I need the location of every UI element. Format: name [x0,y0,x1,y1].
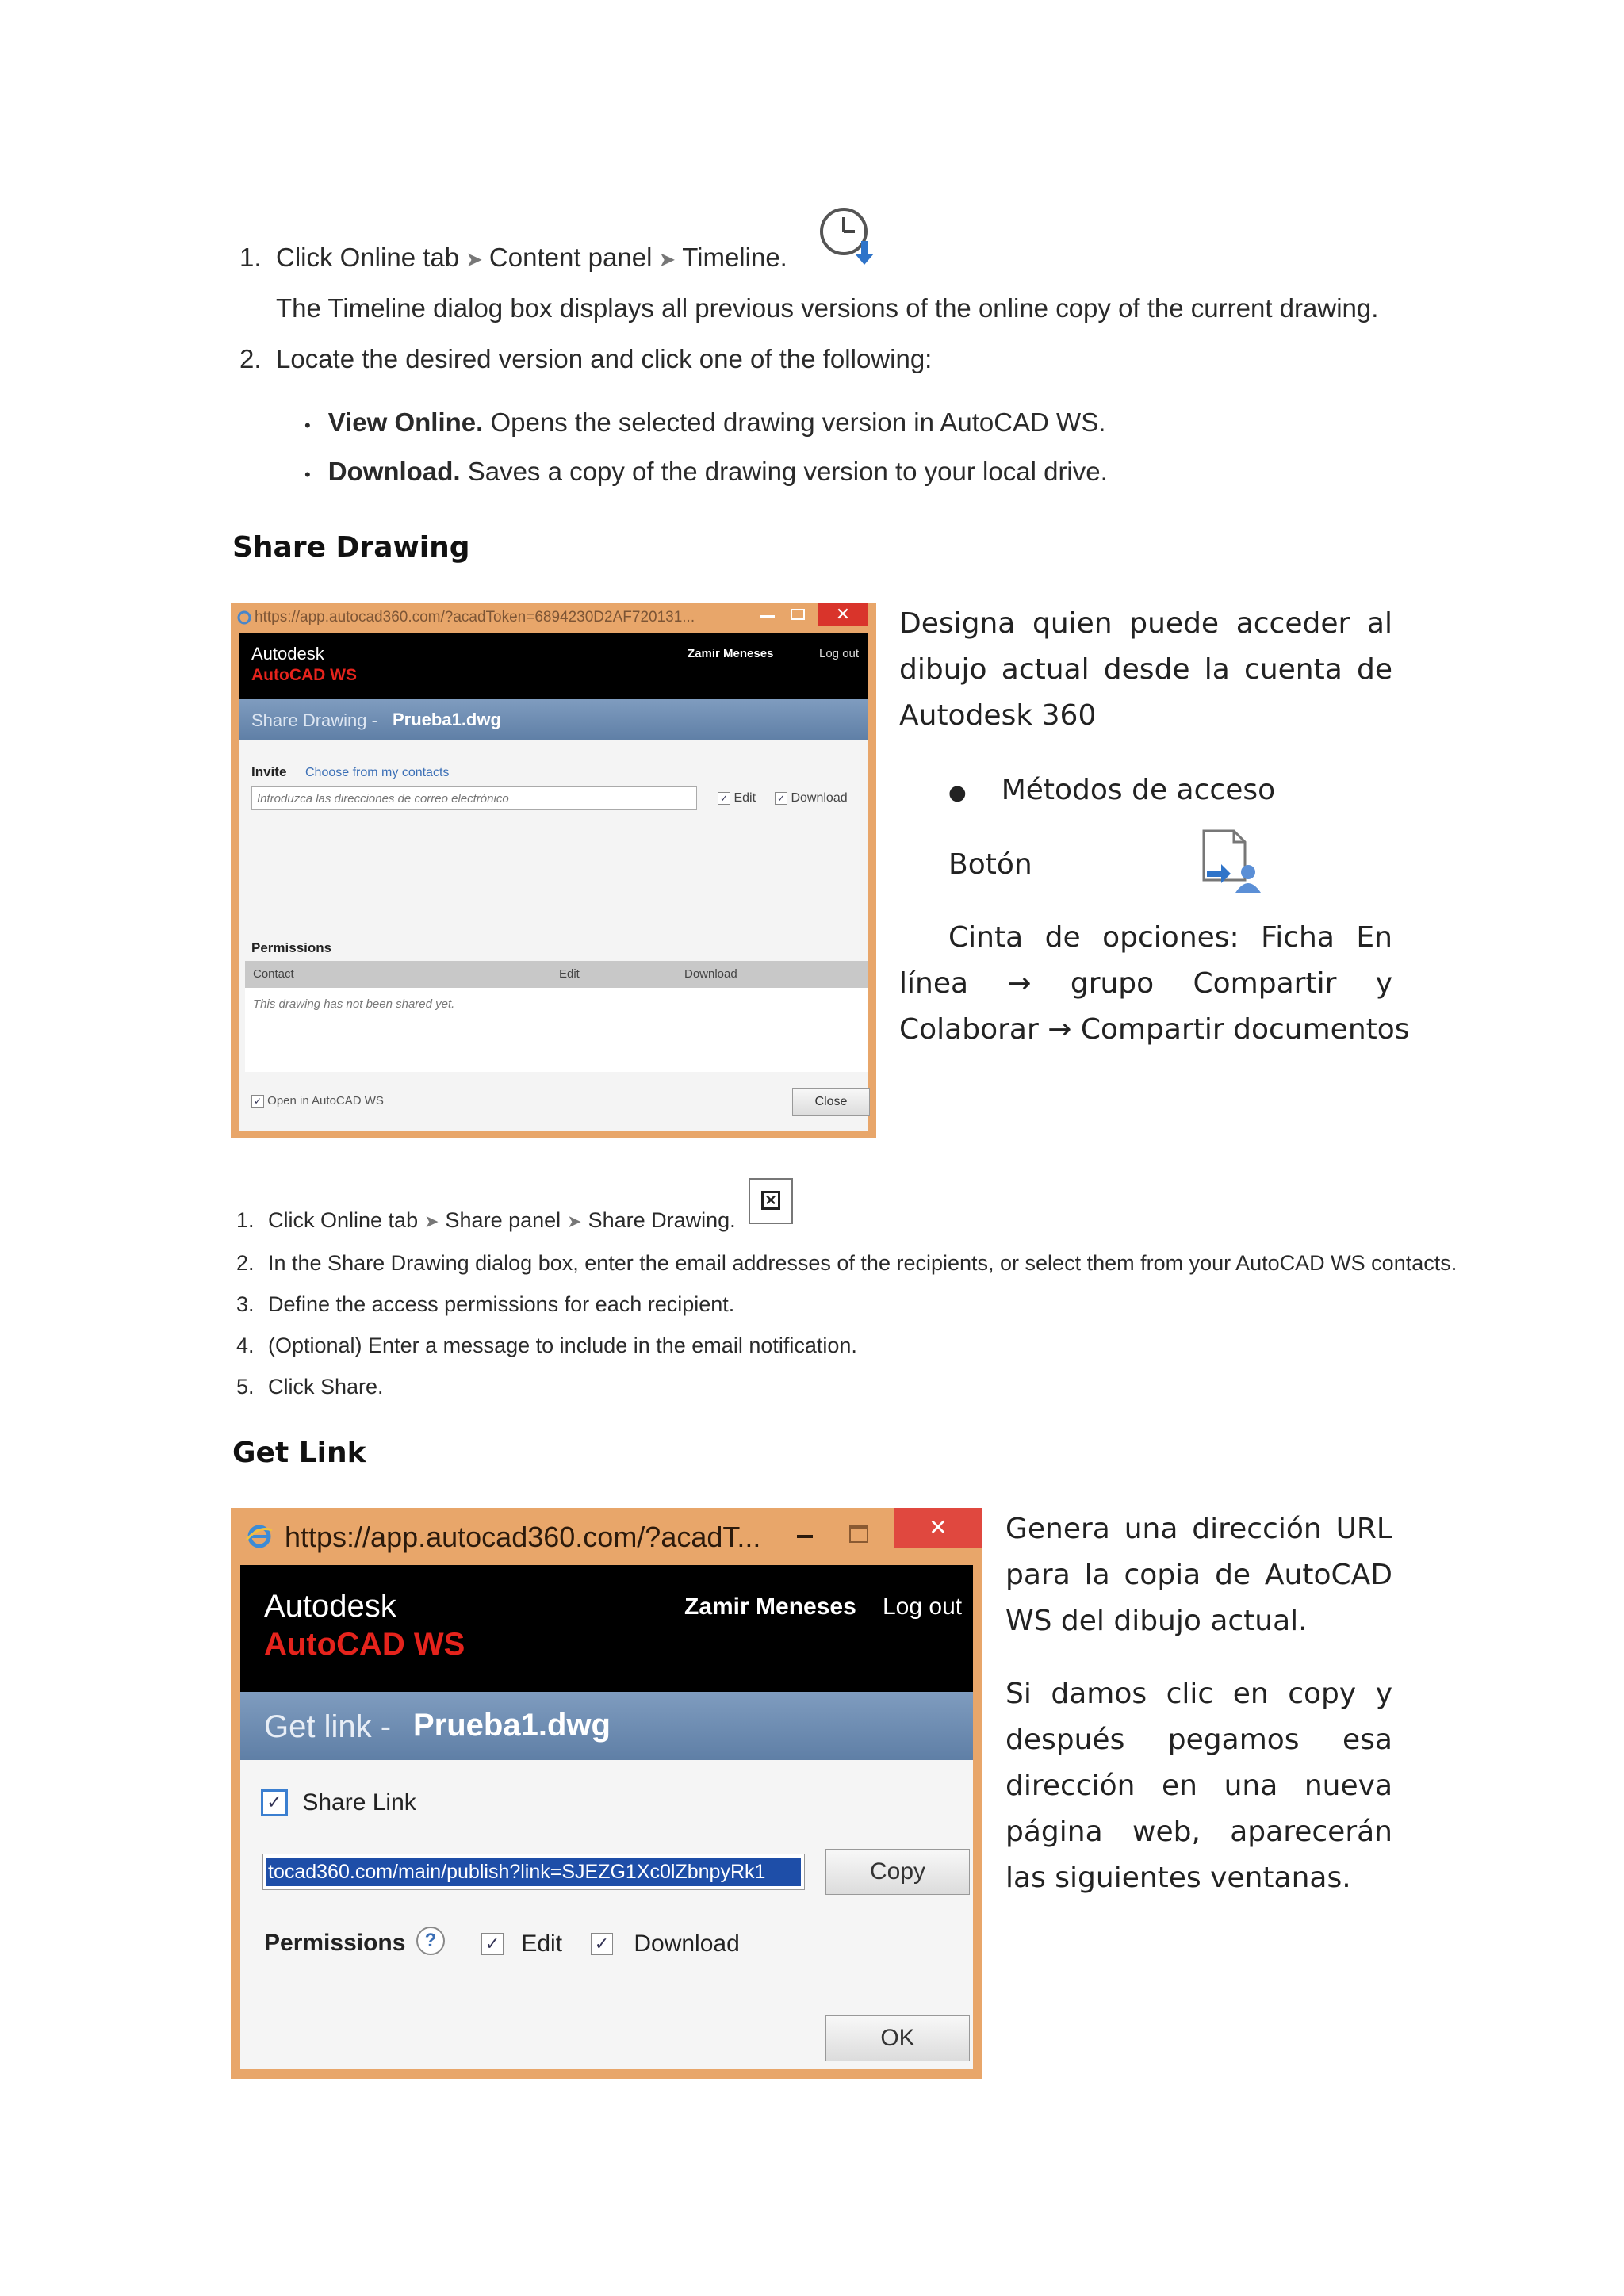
download-option[interactable] [775,791,848,806]
link-field[interactable] [262,1854,805,1890]
step-part: Click Online tab [276,243,460,272]
step-part: Timeline. [682,243,787,272]
checkbox-icon[interactable]: ✓ [481,1933,504,1955]
window-titlebar [231,603,876,633]
link-value[interactable]: tocad360.com/main/publish?link=SJEZG1Xc0lZbnpyRk1 [266,1858,801,1886]
step-number: 2. [239,344,262,373]
invite-label: Invite [251,764,287,779]
share-link-checkbox[interactable]: ✓ [261,1789,288,1816]
app-header [239,633,868,699]
checkbox-icon[interactable]: ✓ [251,1095,264,1108]
share-step-3 [236,1292,734,1317]
step-text: In the Share Drawing dialog box, enter the email addresses of the recipients, or select them from your AutoCAD WS contacts. [268,1251,1457,1275]
heading-share-drawing: Share Drawing [232,531,470,564]
permissions-heading: Permissions [251,940,332,955]
bullet-bold: Download. [327,457,461,486]
logout-link[interactable]: Log out [819,647,860,660]
timeline-note: The Timeline dialog box displays all previous versions of the online copy of the current drawing. [276,293,1379,323]
user-name: Zamir Meneses [688,647,774,660]
download-label: Download [791,791,848,805]
dialog-title-file: Prueba1.dwg [413,1708,611,1743]
checkbox-icon[interactable]: ✓ [591,1933,613,1955]
window-content [239,633,868,1131]
step-number: 1. [236,1208,255,1232]
permissions-table-body [245,988,868,1072]
open-in-option[interactable] [251,1094,384,1108]
bullet-icon: ● [948,781,967,805]
get-link-window [231,1508,982,2079]
edit-option[interactable] [481,1930,562,1957]
close-button[interactable]: Close [792,1088,870,1116]
share-link-option[interactable] [261,1789,416,1816]
edit-option[interactable] [718,791,756,806]
step-text: (Optional) Enter a message to include in the email notification. [268,1334,857,1357]
user-name: Zamir Meneses [684,1594,856,1620]
download-label: Download [634,1931,740,1957]
dialog-title-prefix: Get link - [264,1709,392,1744]
edit-label: Edit [521,1931,563,1957]
share-step-4 [236,1334,857,1358]
checkbox-icon[interactable]: ✓ [718,792,730,805]
step-1-timeline [239,243,787,273]
choose-contacts-link[interactable]: Choose from my contacts [305,766,450,779]
close-window-button[interactable]: ✕ [818,603,868,626]
ok-button[interactable]: OK [825,2015,970,2061]
cinta-line-1: Cinta de opciones: Ficha En [948,921,1392,954]
arrow-icon: ➤ [567,1211,582,1231]
bullet-bold: View Online. [327,408,484,437]
bullet-text: Opens the selected drawing version in AutoCAD WS. [483,408,1106,437]
step-2-locate [239,344,932,374]
access-methods-text: Métodos de acceso [1001,774,1276,806]
share-drawing-window [231,603,876,1138]
brand-autocad-ws: AutoCAD WS [251,666,357,684]
bullet-icon: • [304,465,311,484]
arrow-icon: ➤ [465,247,483,271]
share-step-2 [236,1251,1457,1276]
share-link-label: Share Link [302,1789,416,1816]
share-drawing-icon [749,1178,793,1224]
link-description-1: Genera una dirección URL para la copia de AutoCAD WS del dibujo actual. [1005,1513,1392,1637]
help-icon[interactable]: ? [416,1927,445,1955]
permissions-label: Permissions [264,1930,406,1956]
download-option[interactable] [591,1930,740,1957]
brand-autocad-ws: AutoCAD WS [264,1627,465,1662]
copy-button[interactable]: Copy [825,1849,970,1895]
bullet-download [304,457,1108,487]
arrow-icon: ➤ [658,247,676,271]
brand-autodesk: Autodesk [264,1589,396,1624]
dialog-titlebar [239,699,868,740]
step-number: 3. [236,1292,255,1316]
maximize-icon[interactable] [791,609,805,620]
step-text: Click Share. [268,1375,384,1399]
col-edit: Edit [559,967,580,981]
email-input[interactable] [251,786,697,810]
share-step-1 [236,1208,736,1233]
bullet-text: Saves a copy of the drawing version to your local drive. [460,457,1108,486]
minimize-icon[interactable] [760,615,775,618]
step-number: 1. [239,243,262,272]
brand-autodesk: Autodesk [251,644,324,664]
minimize-icon[interactable] [797,1535,813,1538]
window-url: https://app.autocad360.com/?acadT... [285,1521,761,1553]
window-url: https://app.autocad360.com/?acadToken=6894230D2AF720131... [255,609,695,626]
window-content [240,1565,973,2069]
close-window-button[interactable]: ✕ [894,1508,982,1548]
app-header [240,1565,973,1692]
step-part: Click Online tab [268,1208,419,1232]
share-step-5 [236,1375,384,1399]
col-download: Download [684,967,737,981]
bullet-icon: • [304,415,311,435]
logout-link[interactable]: Log out [883,1594,963,1620]
bullet-view-online [304,408,1105,438]
checkbox-icon[interactable]: ✓ [775,792,787,805]
step-number: 5. [236,1375,255,1399]
ie-browser-icon [245,1522,274,1551]
cinta-line-2: línea → grupo Compartir y [899,967,1392,1000]
link-description-2: Si damos clic en copy y después pegamos esa dirección en una nueva página web, aparecerán las siguientes ventanas. [1005,1678,1392,1894]
step-text: Locate the desired version and click one of the following: [276,344,933,373]
timeline-icon [817,205,882,270]
step-part: Share Drawing. [588,1208,736,1232]
dialog-title-prefix: Share Drawing - [251,710,377,730]
step-number: 2. [236,1251,255,1275]
step-text: Define the access permissions for each recipient. [268,1292,735,1316]
empty-message: This drawing has not been shared yet. [253,997,455,1011]
dialog-title-file: Prueba1.dwg [393,710,501,729]
share-x-icon: ✕ [761,1191,780,1210]
edit-label: Edit [733,791,756,805]
share-description: Designa quien puede acceder al dibujo actual desde la cuenta de Autodesk 360 [899,607,1392,732]
maximize-icon[interactable] [849,1525,868,1543]
browser-icon [237,610,251,625]
step-part: Share panel [445,1208,561,1232]
col-contact: Contact [253,967,294,981]
dialog-titlebar [240,1692,973,1760]
open-in-label: Open in AutoCAD WS [267,1094,384,1108]
permissions-table-header [245,961,868,988]
arrow-icon: ➤ [424,1211,439,1231]
step-part: Content panel [488,243,653,272]
share-document-icon [1199,828,1264,894]
cinta-line-3: Colaborar → Compartir documentos [899,1013,1410,1046]
boton-label: Botón [948,848,1032,881]
heading-get-link: Get Link [232,1437,366,1469]
step-number: 4. [236,1334,255,1357]
access-methods-bullet [948,767,1275,816]
